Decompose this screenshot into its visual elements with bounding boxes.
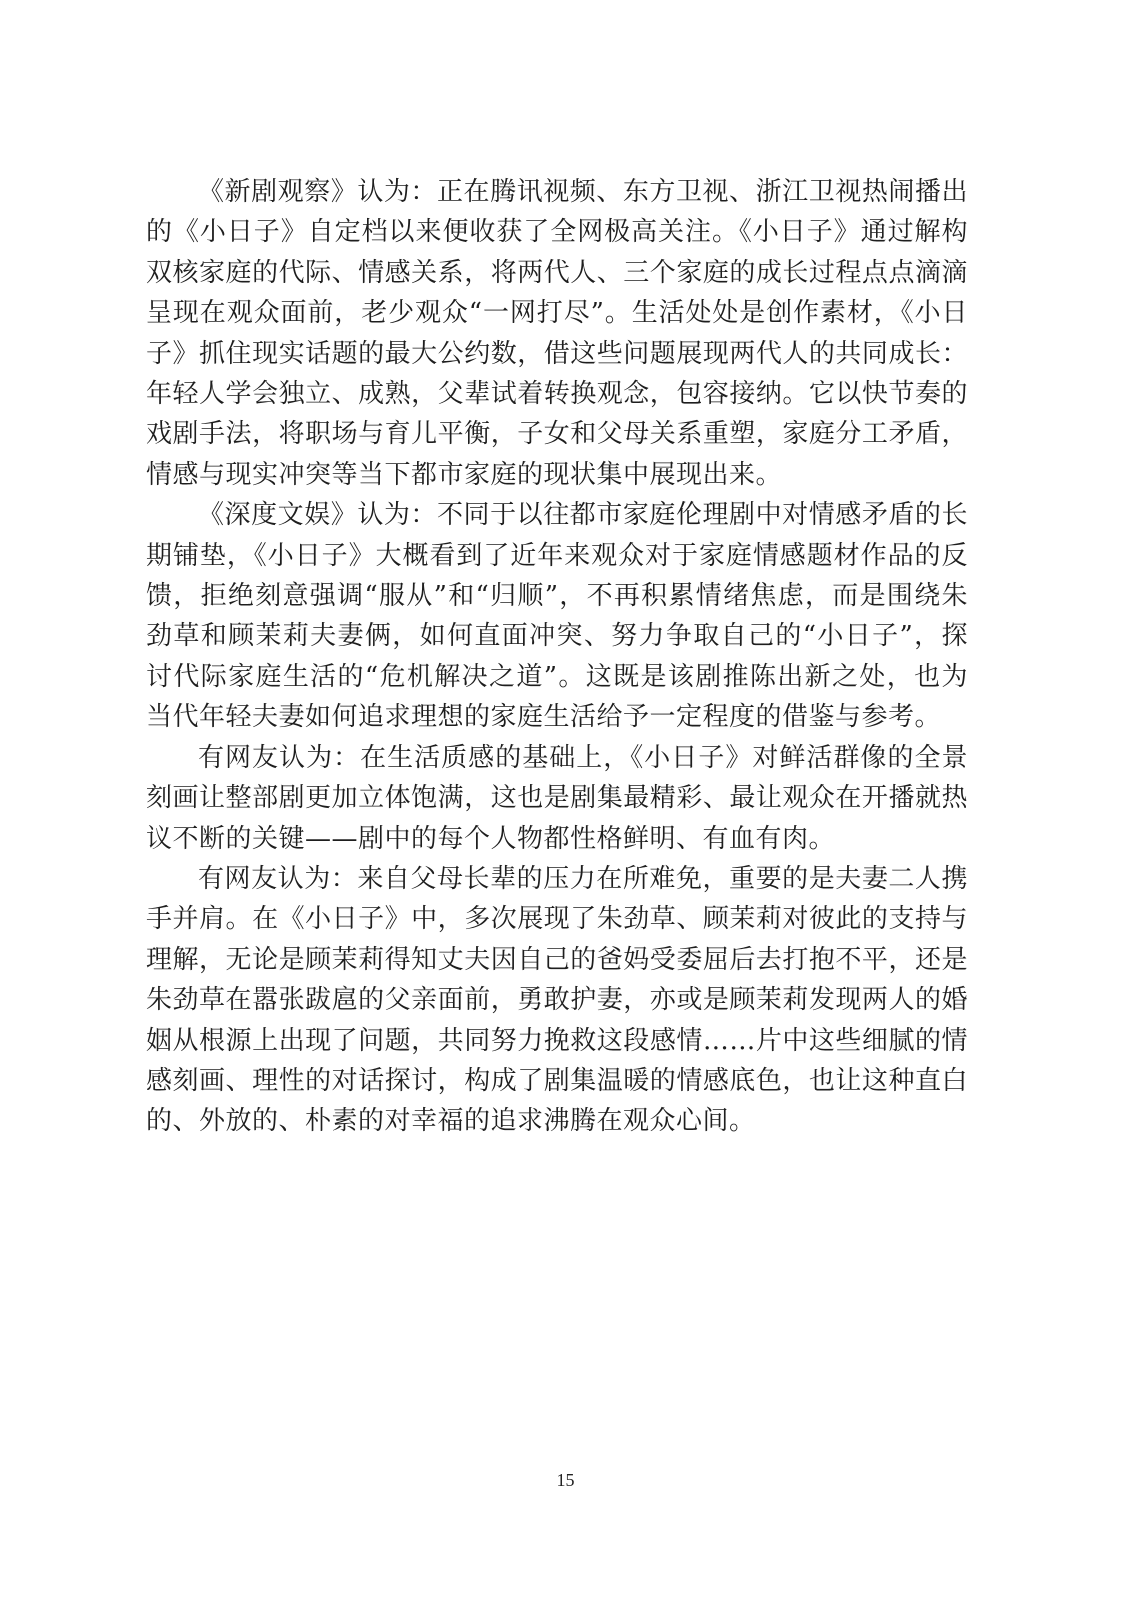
- paragraph-depth-entertainment: 《深度文娱》认为：不同于以往都市家庭伦理剧中对情感矛盾的长期铺垫，《小日子》大概看到了近年来观众对于家庭情感题材作品的反馈，拒绝刻意强调“服从”和“归顺”，不再积累情绪焦虑，而是围绕朱劲草和顾茉莉夫妻俩，如何直面冲突、努力争取自己的“小日子”，探讨代际家庭生活的“危机解决之道”。这既是该剧推陈出新之处，也为当代年轻夫妻如何追求理想的家庭生活给予一定程度的借鉴与参考。: [146, 500, 968, 733]
- page-number: 15: [556, 1470, 575, 1490]
- document-body: [146, 172, 968, 1142]
- paragraph-netizen-comment-1: 有网友认为：在生活质感的基础上，《小日子》对鲜活群像的全景刻画让整部剧更加立体饱满，这也是剧集最精彩、最让观众在开播就热议不断的关键——剧中的每个人物都性格鲜明、有血有肉。: [146, 742, 968, 854]
- paragraph-netizen-comment-2: 有网友认为：来自父母长辈的压力在所难免，重要的是夫妻二人携手并肩。在《小日子》中，多次展现了朱劲草、顾茉莉对彼此的支持与理解，无论是顾茉莉得知丈夫因自己的爸妈受委屈后去打抱不平，还是朱劲草在嚣张跋扈的父亲面前，勇敢护妻，亦或是顾茉莉发现两人的婚姻从根源上出现了问题，共同努力挽救这段感情……片中这些细腻的情感刻画、理性的对话探讨，构成了剧集温暖的情感底色，也让这种直白的、外放的、朴素的对幸福的追求沸腾在观众心间。: [146, 863, 968, 1137]
- paragraph-new-drama-observation: 《新剧观察》认为：正在腾讯视频、东方卫视、浙江卫视热闹播出的《小日子》自定档以来便收获了全网极高关注。《小日子》通过解构双核家庭的代际、情感关系，将两代人、三个家庭的成长过程点点滴滴呈现在观众面前，老少观众“一网打尽”。生活处处是创作素材，《小日子》抓住现实话题的最大公约数，借这些问题展现两代人的共同成长：年轻人学会独立、成熟，父辈试着转换观念，包容接纳。它以快节奏的戏剧手法，将职场与育儿平衡，子女和父母关系重塑，家庭分工矛盾，情感与现实冲突等当下都市家庭的现状集中展现出来。: [146, 177, 968, 490]
